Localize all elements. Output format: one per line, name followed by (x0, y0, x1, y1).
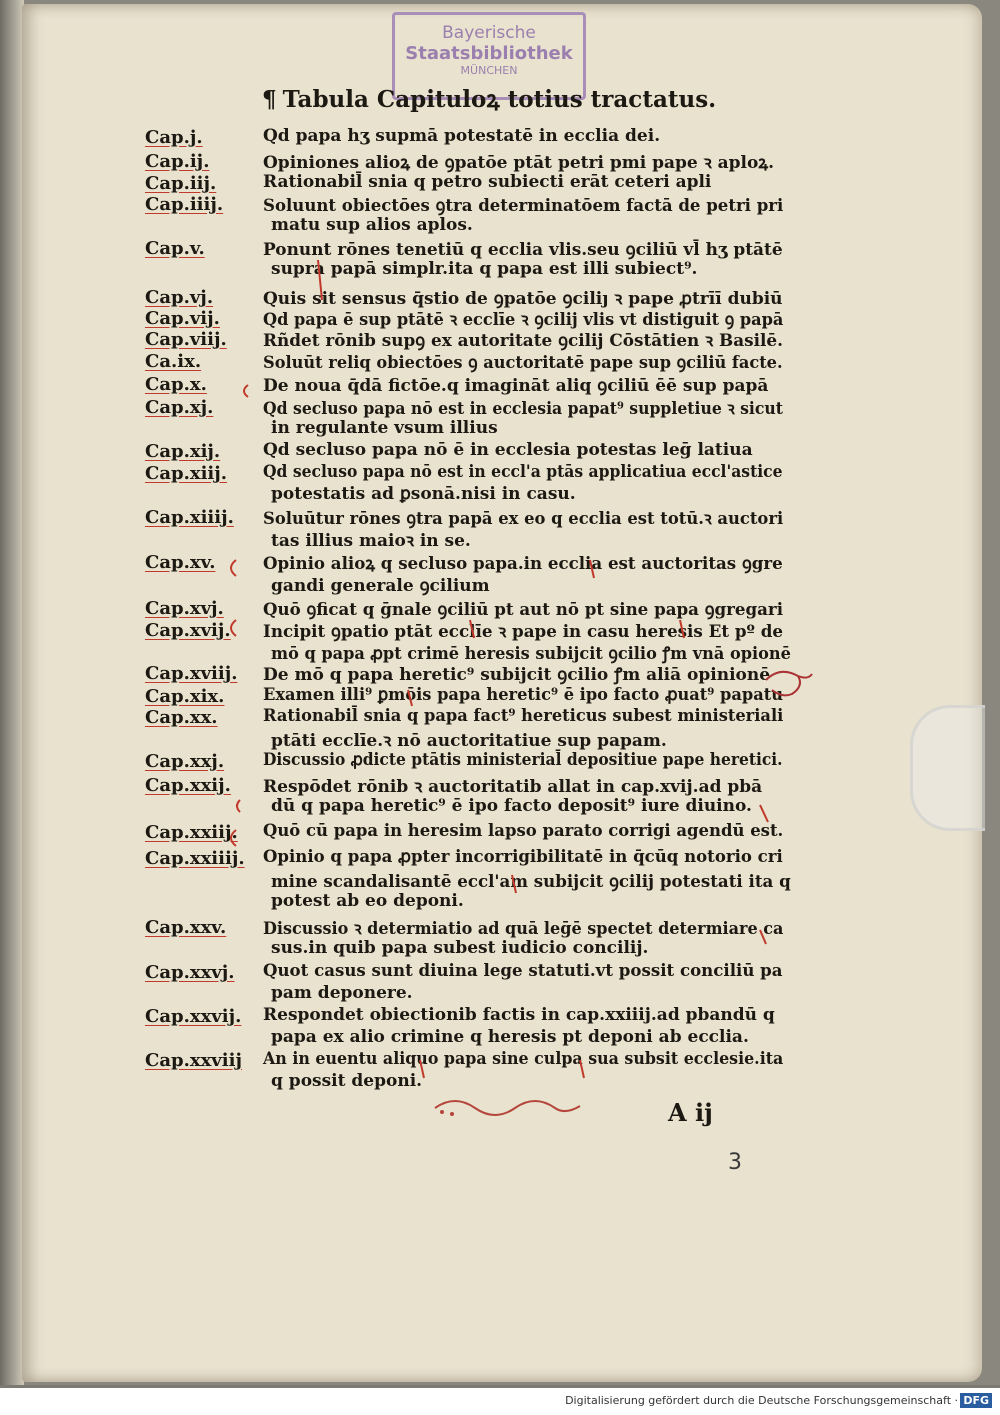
chapter-label: Cap.xix. (145, 686, 225, 707)
chapter-label: Cap.xxv. (145, 917, 227, 938)
chapter-title-continued: tas illius maioꝛ in se. (271, 531, 471, 551)
chapter-label: Cap.xiiij. (145, 507, 234, 528)
chapter-title: Discussio ꝛ determiatio ad quā leḡē spectet determiare ca (263, 919, 784, 939)
chapter-label: Cap.iiij. (145, 194, 224, 215)
chapter-title: Quot casus sunt diuina lege statuti.vt possit conciliū pa (263, 961, 783, 981)
chapter-label: Cap.v. (145, 238, 205, 259)
chapter-title: Quō cū papa in heresim lapso parato corrigi agendū est. (263, 821, 784, 841)
chapter-title-continued: dū q papa heretic⁹ ē ipo facto deposit⁹ iure diuino. (271, 796, 752, 816)
chapter-label: Cap.xxviij (145, 1050, 242, 1071)
chapter-label: Cap.j. (145, 127, 203, 148)
chapter-label: Cap.x. (145, 374, 207, 395)
chapter-title-continued: supra papā simplr.ita q papa est illi subiect⁹. (271, 259, 698, 279)
chapter-label: Cap.iij. (145, 173, 217, 194)
chapter-title: Opinio alioꝝ q secluso papa.in ecclia est auctoritas ꝯgre (263, 554, 783, 574)
chapter-label: Cap.vj. (145, 287, 214, 308)
chapter-label: Cap.xviij. (145, 663, 238, 684)
chapter-label: Cap.xiij. (145, 463, 228, 484)
chapter-title: An in euentu aliquo papa sine culpa sua subsit ecclesie.ita (263, 1049, 784, 1069)
chapter-label: Cap.xvj. (145, 598, 224, 619)
chapter-title: Incipit ꝯpatio ptāt ecclīe ꝛ pape in casu heresis Et pº de (263, 622, 784, 642)
chapter-label: Cap.ij. (145, 151, 210, 172)
chapter-title: Discussio ꝓdicte ptātis ministerial̄ depositiue pape heretici. (263, 750, 783, 770)
chapter-title-continued: in regulante vsum illius (271, 418, 498, 438)
footer-credit: Digitalisierung gefördert durch die Deutsche Forschungsgemeinschaft · (565, 1394, 958, 1407)
signature-mark: A ij (668, 1098, 713, 1127)
chapter-label: Cap.xxiiij. (145, 848, 245, 869)
manicule-icon (764, 662, 814, 702)
chapter-title: Examen illi⁹ ꝑmōis papa heretic⁹ ē ipo facto ꝓuat⁹ papatu (263, 685, 784, 705)
chapter-title-continued: potestatis ad ꝑsonā.nisi in casu. (271, 484, 576, 504)
chapter-title: Respondet obiectionib factis in cap.xxiiij.ad pbandū q (263, 1005, 775, 1025)
chapter-title: Opinio q papa ꝓpter incorrigibilitatē in q̄cūq notorio cri (263, 847, 783, 867)
chapter-label: Cap.xij. (145, 441, 221, 462)
chapter-title: Soluūt reliq obiectōes ꝯ auctoritatē pape sup ꝯciliū facte. (263, 353, 783, 373)
chapter-label: Ca.ix. (145, 351, 202, 372)
footer-bar (0, 1388, 1000, 1415)
chapter-title: Rñdet rōnib supꝯ ex autoritate ꝯcilij Cōstātien ꝛ Basilē. (263, 331, 783, 351)
flourish-ornament (430, 1092, 590, 1118)
chapter-title-continued: q possit deponi. (271, 1071, 423, 1091)
chapter-title: Rationabil̄ snia q papa fact⁹ hereticus subest ministeriali (263, 706, 784, 726)
chapter-title-continued: papa ex alio crimine q heresis pt deponi ab ecclia. (271, 1027, 749, 1047)
chapter-label: Cap.xxiij. (145, 822, 238, 843)
chapter-label: Cap.xv. (145, 552, 216, 573)
chapter-title: Qd secluso papa nō ē in ecclesia potestas leḡ latiua (263, 440, 753, 460)
chapter-title: Qd secluso papa nō est in ecclesia papat⁹ suppletiue ꝛ sicut (263, 399, 783, 419)
chapter-label: Cap.viij. (145, 329, 227, 350)
chapter-label: Cap.xxvj. (145, 962, 235, 983)
chapter-label: Cap.xj. (145, 397, 214, 418)
chapter-title-continued: gandi generale ꝯcilium (271, 576, 490, 596)
chapter-label: Cap.xxvij. (145, 1006, 242, 1027)
chapter-title: Qd papa ē sup ptātē ꝛ ecclīe ꝛ ꝯcilij vlis vt distiguit ꝯ papā (263, 310, 784, 330)
chapter-title: Soluūtur rōnes ꝯtra papā ex eo q ecclia est totū.ꝛ auctori (263, 509, 784, 529)
chapter-title: De noua q̄dā fictōe.q imagināt aliq ꝯciliū ēē sup papā (263, 376, 769, 396)
dfg-logo: DFG (960, 1393, 992, 1408)
chapter-title-continued: mō q papa ꝓpt crimē heresis subijcit ꝯcilio ꝭm vnā opionē (271, 644, 791, 664)
chapter-title: Ponunt rōnes tenetiū q ecclia vlis.seu ꝯciliū vl̄ hʒ ptātē (263, 240, 783, 260)
chapter-title-continued: matu sup alios aplos. (271, 215, 473, 235)
chapter-title: Quis sit sensus q̄stio de ꝯpatōe ꝯciliȷ ꝛ pape ꝓtrīī dubiū (263, 289, 783, 309)
chapter-label: Cap.vij. (145, 308, 220, 329)
chapter-title-continued: mine scandalisantē eccl'am subijcit ꝯcilij potestati ita q (271, 872, 791, 892)
stamp-line-3: MÜNCHEN (460, 64, 518, 77)
chapter-label: Cap.xvij. (145, 620, 231, 641)
chapter-title: Rationabil̄ snia q petro subiecti erāt ceteri apli (263, 172, 712, 192)
stamp-line-1: Bayerische (442, 23, 536, 43)
chapter-title: Respōdet rōnib ꝛ auctoritatib allat in cap.xvij.ad pbā (263, 777, 763, 797)
pilcrow-icon: ¶ (262, 86, 277, 113)
chapter-title-continued: pam deponere. (271, 983, 413, 1003)
stamp-line-2: Staatsbibliothek (405, 43, 573, 64)
chapter-title: Qd secluso papa nō est in eccl'a ptās applicatiua eccl'astice (263, 462, 783, 482)
chapter-title-continued: sus.in quib papa subest iudicio concilij. (271, 938, 649, 958)
chapter-title: De mō q papa heretic⁹ subijcit ꝯcilio ꝭm aliā opinionē (263, 665, 771, 685)
chapter-title-continued: ptāti ecclīe.ꝛ nō auctoritatiue sup papam. (271, 731, 667, 751)
chapter-title: Quō ꝯficat q ḡnale ꝯciliū pt aut nō pt sine papa ꝯgregari (263, 600, 784, 620)
chapter-title: Soluunt obiectōes ꝯtra determinatōem factā de petri pri (263, 196, 784, 216)
title-text: Tabula Capituloꝝ totius tractatus. (282, 86, 717, 113)
chapter-title: Opiniones alioꝝ de ꝯpatōe ptāt petri pmi pape ꝛ aploꝝ. (263, 153, 775, 173)
chapter-label: Cap.xxj. (145, 751, 225, 772)
chapter-title-continued: potest ab eo deponi. (271, 891, 464, 911)
chapter-label: Cap.xx. (145, 707, 218, 728)
folio-number: 3 (728, 1150, 742, 1175)
chapter-title: Qd papa hʒ supmā potestatē in ecclia dei. (263, 126, 661, 146)
chapter-label: Cap.xxij. (145, 775, 231, 796)
